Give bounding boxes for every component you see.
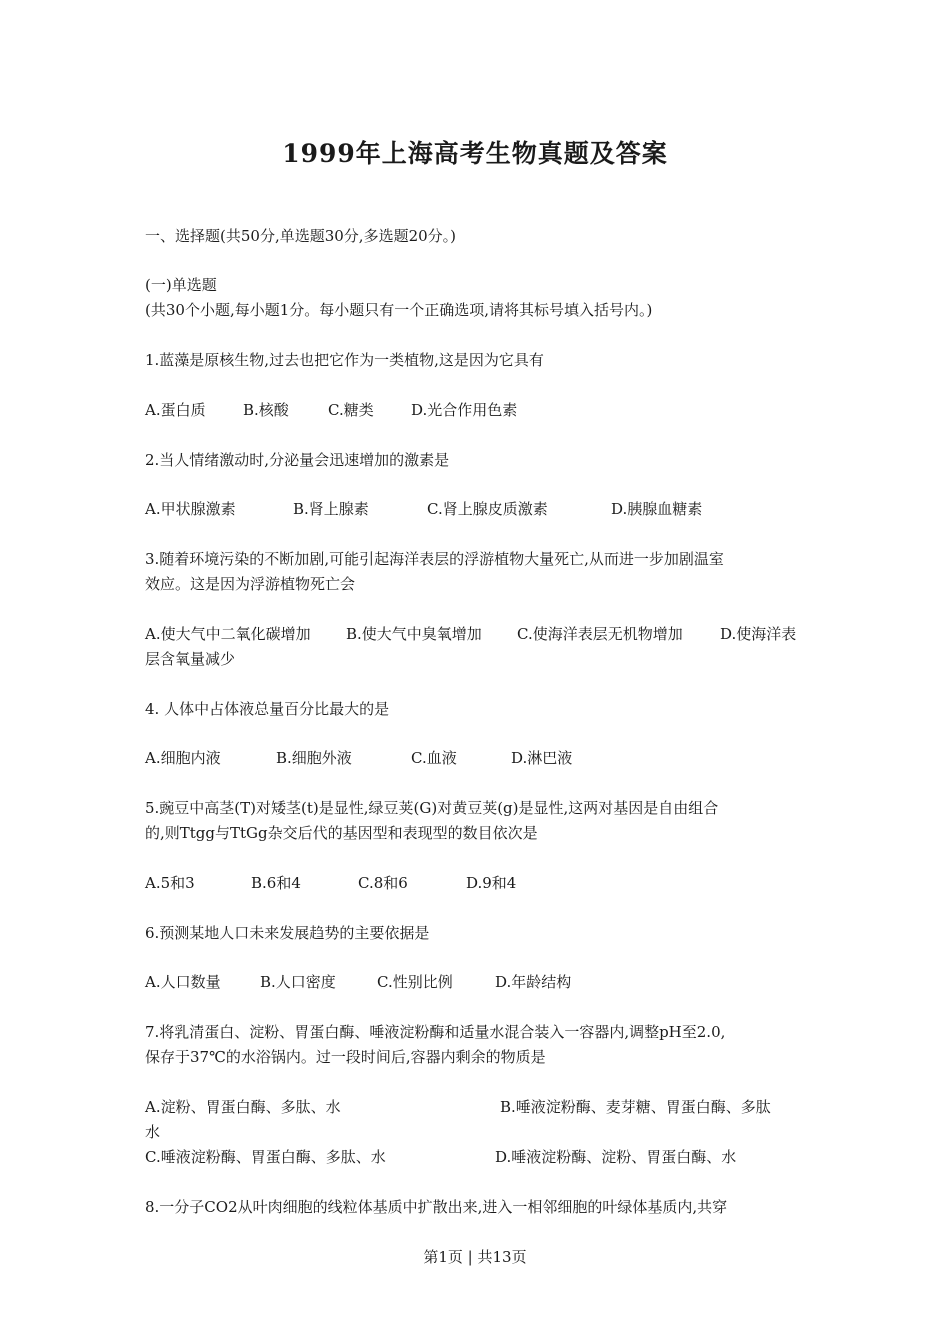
- option-b: B.核酸: [243, 401, 289, 419]
- question-4-stem: 4. 人体中占体液总量百分比最大的是: [145, 700, 390, 718]
- option-b: B.使大气中臭氧增加: [346, 625, 482, 643]
- question-1-stem: 1.蓝藻是原核生物,过去也把它作为一类植物,这是因为它具有: [145, 351, 544, 369]
- option-a: A.5和3: [145, 874, 195, 892]
- question-2-stem: 2.当人情绪激动时,分泌量会迅速增加的激素是: [145, 451, 450, 469]
- option-c: C.唾液淀粉酶、胃蛋白酶、多肽、水: [145, 1148, 386, 1166]
- question-3-options-continued: 层含氧量减少: [145, 650, 236, 668]
- option-b: B.唾液淀粉酶、麦芽糖、胃蛋白酶、多肽: [500, 1098, 771, 1116]
- question-5-stem-line-1: 5.豌豆中高茎(T)对矮茎(t)是显性,绿豆荚(G)对黄豆荚(g)是显性,这两对基因是自由组合: [145, 799, 719, 817]
- question-3-stem-line-2: 效应。这是因为浮游植物死亡会: [145, 575, 356, 593]
- question-5-stem-line-2: 的,则Ttgg与TtGg杂交后代的基因型和表现型的数目依次是: [145, 824, 538, 842]
- question-7-options-continued: 水: [145, 1123, 161, 1141]
- option-c: C.糖类: [328, 401, 374, 419]
- option-c: C.使海洋表层无机物增加: [517, 625, 683, 643]
- option-a: A.使大气中二氧化碳增加: [145, 625, 311, 643]
- question-3-stem-line-1: 3.随着环境污染的不断加剧,可能引起海洋表层的浮游植物大量死亡,从而进一步加剧温室: [145, 550, 724, 568]
- option-d: D.淋巴液: [511, 749, 573, 767]
- option-d: D.年龄结构: [495, 973, 572, 991]
- option-a: A.甲状腺激素: [145, 500, 236, 518]
- question-6-stem: 6.预测某地人口未来发展趋势的主要依据是: [145, 924, 430, 942]
- option-c: C.性别比例: [377, 973, 453, 991]
- option-b: B.6和4: [251, 874, 301, 892]
- option-a: A.蛋白质: [145, 401, 206, 419]
- option-b: B.肾上腺素: [293, 500, 369, 518]
- option-c: C.肾上腺皮质激素: [427, 500, 548, 518]
- subsection-heading: (一)单选题: [145, 276, 217, 294]
- section-heading: 一、选择题(共50分,单选题30分,多选题20分。): [145, 227, 457, 245]
- page-footer: 第1页 | 共13页: [423, 1248, 527, 1266]
- option-a: A.细胞内液: [145, 749, 221, 767]
- question-7-stem-line-1: 7.将乳清蛋白、淀粉、胃蛋白酶、唾液淀粉酶和适量水混合装入一容器内,调整pH至2.0,: [145, 1023, 726, 1041]
- option-d: D.光合作用色素: [411, 401, 518, 419]
- option-d: D.使海洋表: [720, 625, 797, 643]
- option-c: C.血液: [411, 749, 457, 767]
- option-b: B.细胞外液: [276, 749, 352, 767]
- option-d: D.9和4: [466, 874, 517, 892]
- option-c: C.8和6: [358, 874, 408, 892]
- option-a: A.淀粉、胃蛋白酶、多肽、水: [145, 1098, 341, 1116]
- page-title: 1999年上海高考生物真题及答案: [282, 139, 668, 168]
- option-d: D.胰腺血糖素: [611, 500, 703, 518]
- question-7-stem-line-2: 保存于37℃的水浴锅内。过一段时间后,容器内剩余的物质是: [145, 1048, 546, 1066]
- option-b: B.人口密度: [260, 973, 336, 991]
- question-8-stem: 8.一分子CO2从叶肉细胞的线粒体基质中扩散出来,进入一相邻细胞的叶绿体基质内,共穿: [145, 1198, 728, 1216]
- option-a: A.人口数量: [145, 973, 221, 991]
- subsection-instruction: (共30个小题,每小题1分。每小题只有一个正确选项,请将其标号填入括号内。): [145, 301, 653, 319]
- option-d: D.唾液淀粉酶、淀粉、胃蛋白酶、水: [495, 1148, 737, 1166]
